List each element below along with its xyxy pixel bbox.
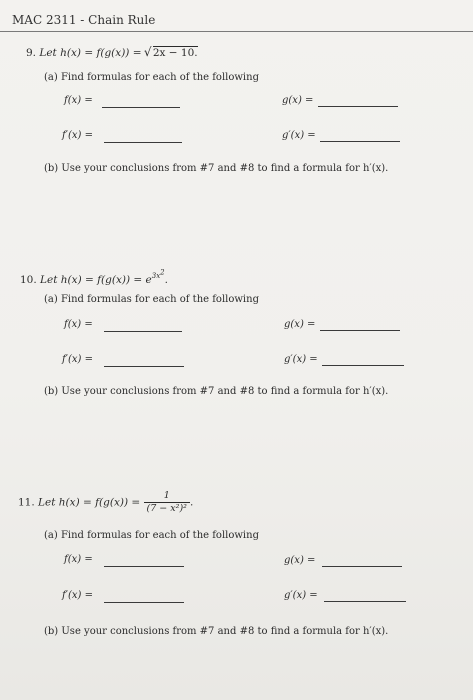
problem-10-gprime-label: g′(x) = — [284, 354, 318, 365]
problem-function: Let h(x) = f(g(x)) = e — [40, 273, 152, 286]
problem-function: Let h(x) = f(g(x)) = — [38, 496, 144, 509]
problem-11-gprime-label: g′(x) = — [284, 590, 318, 601]
problem-10-statement: 10. Let $h(x) = f(g(x)) = e^{3x^2}$. — [20, 269, 168, 286]
problem-9-part-a: (a) Find formulas for each of the following — [44, 72, 259, 83]
problem-9-f-label: f(x) = — [64, 95, 93, 106]
problem-11-part-a: (a) Find formulas for each of the following — [44, 530, 259, 541]
problem-9-g-label: g(x) = — [282, 95, 314, 106]
problem-11-part-b: (b) Use your conclusions from #7 and #8 to find a formula for h′(x). — [44, 626, 389, 637]
problem-9-part-b: (b) Use your conclusions from #7 and #8 to find a formula for h′(x). — [44, 163, 389, 174]
problem-9-gprime-label: g′(x) = — [282, 130, 316, 141]
problem-9-statement — [26, 47, 198, 59]
problem-9-f-blank[interactable] — [102, 107, 180, 108]
problem-10-g-blank[interactable] — [320, 330, 400, 331]
problem-function: Let h(x) = f(g(x)) = — [39, 47, 145, 59]
problem-11-f-blank[interactable] — [104, 566, 184, 567]
problem-10-part-b: (b) Use your conclusions from #7 and #8 to find a formula for h′(x). — [44, 386, 389, 397]
problem-number: 9. — [26, 47, 37, 59]
fraction — [144, 490, 190, 515]
problem-9-gprime-blank[interactable] — [320, 141, 400, 142]
exponent: 3x2 — [151, 269, 165, 281]
denominator: (7 − x²)² — [146, 503, 187, 514]
problem-10-fprime-blank[interactable] — [104, 366, 184, 367]
problem-11-g-blank[interactable] — [322, 566, 402, 567]
problem-11-f-label: f(x) = — [64, 554, 93, 565]
problem-11-gprime-blank[interactable] — [324, 601, 406, 602]
problem-9-g-blank[interactable] — [318, 106, 398, 107]
problem-10-f-label: f(x) = — [64, 319, 93, 330]
problem-9-fprime-blank[interactable] — [104, 142, 182, 143]
radicand: 2x − 10. — [152, 47, 198, 59]
problem-10-f-blank[interactable] — [104, 331, 182, 332]
problem-number: 10. — [20, 273, 37, 286]
page-title: MAC 2311 - Chain Rule — [12, 13, 156, 27]
problem-10-fprime-label: f′(x) = — [62, 354, 93, 365]
problem-9-fprime-label: f′(x) = — [62, 130, 93, 141]
problem-10-part-a: (a) Find formulas for each of the following — [44, 294, 259, 305]
problem-11-statement: 11. Let h(x) = f(g(x)) = $\frac{1}{\text{(7 − x²)²}}$ . — [18, 490, 194, 514]
problem-11-g-label: g(x) = — [284, 555, 316, 566]
problem-11-fprime-blank[interactable] — [104, 602, 184, 603]
problem-number: 11. — [18, 496, 35, 509]
title-divider — [0, 31, 473, 32]
numerator: 1 — [144, 490, 190, 503]
problem-10-gprime-blank[interactable] — [322, 365, 404, 366]
sqrt-expression — [145, 47, 198, 59]
problem-11-fprime-label: f′(x) = — [62, 590, 93, 601]
problem-10-g-label: g(x) = — [284, 319, 316, 330]
